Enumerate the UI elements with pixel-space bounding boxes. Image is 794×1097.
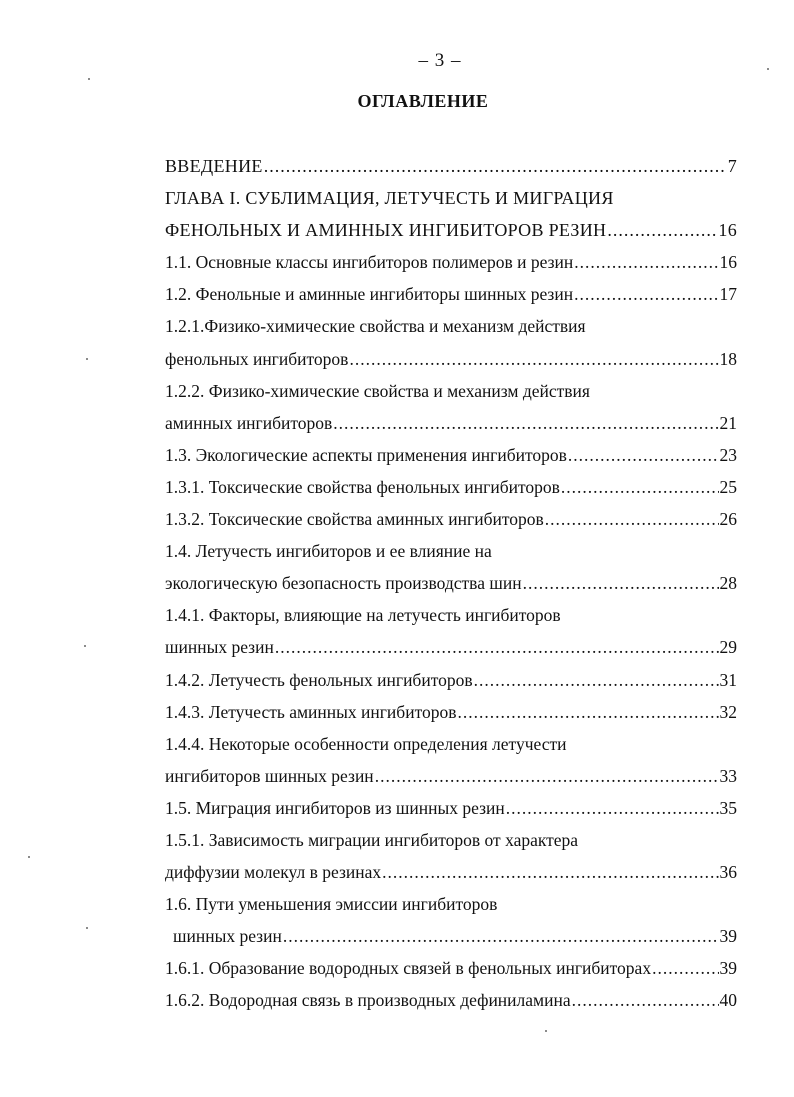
toc-entry-title: 1.3.2. Токсические свойства аминных ингибиторов bbox=[165, 509, 544, 530]
toc-entry bbox=[165, 310, 737, 342]
toc-leader-dots bbox=[568, 439, 719, 471]
toc-entry-title: 1.6. Пути уменьшения эмиссии ингибиторов bbox=[165, 894, 498, 915]
toc-entry bbox=[165, 150, 737, 182]
toc-entry-title: 1.2.1.Физико-химические свойства и механизм действия bbox=[165, 316, 586, 337]
toc-leader-dots bbox=[382, 856, 718, 888]
toc-entry bbox=[165, 278, 737, 310]
toc-entry bbox=[165, 471, 737, 503]
toc-leader-dots bbox=[574, 278, 718, 310]
table-of-contents bbox=[165, 150, 737, 1017]
toc-leader-dots bbox=[607, 214, 717, 246]
toc-leader-dots bbox=[458, 696, 719, 728]
toc-entry bbox=[165, 182, 737, 214]
toc-entry bbox=[165, 984, 737, 1016]
toc-entry-page: 21 bbox=[719, 412, 737, 433]
toc-entry bbox=[165, 535, 737, 567]
toc-entry bbox=[165, 407, 737, 439]
toc-entry bbox=[165, 214, 737, 246]
scan-speck bbox=[84, 645, 86, 647]
scan-speck bbox=[86, 927, 88, 929]
toc-entry bbox=[165, 920, 737, 952]
toc-entry-title: 1.2.2. Физико-химические свойства и механизм действия bbox=[165, 380, 590, 401]
toc-entry bbox=[165, 728, 737, 760]
toc-entry-page: 7 bbox=[727, 156, 737, 176]
toc-entry-title: ФЕНОЛЬНЫХ И АМИННЫХ ИНГИБИТОРОВ РЕЗИН bbox=[165, 220, 607, 241]
toc-entry-page: 16 bbox=[719, 252, 737, 273]
toc-leader-dots bbox=[375, 760, 719, 792]
toc-entry bbox=[165, 343, 737, 375]
page-title: ОГЛАВЛЕНИЕ bbox=[357, 91, 489, 111]
toc-entry bbox=[165, 503, 737, 535]
toc-entry-page: 16 bbox=[718, 220, 737, 241]
toc-entry-page: 39 bbox=[719, 926, 737, 947]
toc-leader-dots bbox=[545, 503, 719, 535]
toc-leader-dots bbox=[652, 952, 718, 984]
toc-entry-title: 1.3. Экологические аспекты применения ингибиторов bbox=[165, 444, 567, 465]
scan-speck bbox=[88, 78, 90, 80]
toc-entry-title: фенольных ингибиторов bbox=[165, 348, 349, 369]
toc-entry-title: 1.1. Основные классы ингибиторов полимеров и резин bbox=[165, 252, 574, 273]
toc-entry-title: ингибиторов шинных резин bbox=[165, 765, 374, 786]
toc-entry bbox=[165, 760, 737, 792]
toc-entry-title: 1.4.2. Летучесть фенольных ингибиторов bbox=[165, 669, 473, 690]
toc-entry-title: 1.5.1. Зависимость миграции ингибиторов от характера bbox=[165, 829, 579, 850]
toc-leader-dots bbox=[474, 664, 719, 696]
toc-leader-dots bbox=[349, 343, 718, 375]
toc-entry-title: 1.5. Миграция ингибиторов из шинных резин bbox=[165, 797, 505, 818]
toc-entry bbox=[165, 664, 737, 696]
toc-entry-title: диффузии молекул в резинах bbox=[165, 862, 382, 883]
toc-entry-title: 1.2. Фенольные и аминные ингибиторы шинных резин bbox=[165, 284, 574, 305]
toc-entry-title: шинных резин bbox=[165, 637, 274, 658]
toc-entry-page: 29 bbox=[719, 637, 737, 658]
scan-speck bbox=[86, 358, 88, 360]
toc-entry-page: 25 bbox=[719, 476, 737, 497]
toc-entry bbox=[165, 246, 737, 278]
toc-entry bbox=[165, 888, 737, 920]
toc-entry-title: 1.3.1. Токсические свойства фенольных ингибиторов bbox=[165, 476, 560, 497]
toc-leader-dots bbox=[574, 246, 718, 278]
toc-entry-page: 39 bbox=[719, 958, 737, 979]
toc-entry-page: 35 bbox=[719, 797, 737, 818]
toc-entry bbox=[165, 696, 737, 728]
toc-entry-page: 32 bbox=[719, 701, 737, 722]
toc-leader-dots bbox=[283, 920, 719, 952]
toc-entry bbox=[165, 439, 737, 471]
toc-entry bbox=[165, 824, 737, 856]
toc-entry-title: 1.6.2. Водородная связь в производных дефиниламина bbox=[165, 990, 571, 1011]
toc-entry-title: ВВЕДЕНИЕ bbox=[165, 156, 263, 176]
toc-leader-dots bbox=[333, 407, 718, 439]
toc-entry-page: 40 bbox=[719, 990, 737, 1011]
toc-entry bbox=[165, 792, 737, 824]
toc-leader-dots bbox=[275, 631, 719, 663]
toc-entry-page: 18 bbox=[719, 348, 737, 369]
toc-leader-dots bbox=[264, 150, 727, 182]
scan-speck bbox=[767, 68, 769, 70]
page-number: – 3 – bbox=[418, 50, 462, 71]
toc-entry-title: 1.4.3. Летучесть аминных ингибиторов bbox=[165, 701, 457, 722]
toc-leader-dots bbox=[506, 792, 719, 824]
toc-entry-page: 17 bbox=[719, 284, 737, 305]
toc-entry-page: 31 bbox=[719, 669, 737, 690]
scan-speck bbox=[28, 856, 30, 858]
toc-entry bbox=[165, 631, 737, 663]
toc-entry-page: 33 bbox=[719, 765, 737, 786]
toc-entry-page: 28 bbox=[719, 573, 737, 594]
toc-entry bbox=[165, 567, 737, 599]
toc-entry-title: ГЛАВА I. СУБЛИМАЦИЯ, ЛЕТУЧЕСТЬ И МИГРАЦИЯ bbox=[165, 188, 614, 209]
toc-entry-title: 1.6.1. Образование водородных связей в фенольных ингибиторах bbox=[165, 958, 652, 979]
toc-entry-title: 1.4.1. Факторы, влияющие на летучесть ингибиторов bbox=[165, 605, 561, 626]
toc-entry-title: 1.4. Летучесть ингибиторов и ее влияние на bbox=[165, 541, 492, 562]
toc-entry-title: экологическую безопасность производства шин bbox=[165, 573, 522, 594]
toc-entry bbox=[165, 599, 737, 631]
toc-leader-dots bbox=[523, 567, 719, 599]
scan-speck bbox=[545, 1030, 547, 1032]
toc-entry-page: 23 bbox=[719, 444, 737, 465]
toc-leader-dots bbox=[572, 984, 719, 1016]
toc-entry bbox=[165, 375, 737, 407]
toc-entry-page: 26 bbox=[719, 509, 737, 530]
toc-entry bbox=[165, 856, 737, 888]
toc-entry-title: аминных ингибиторов bbox=[165, 412, 333, 433]
toc-leader-dots bbox=[561, 471, 719, 503]
toc-entry-title: 1.4.4. Некоторые особенности определения летучести bbox=[165, 733, 567, 754]
toc-entry bbox=[165, 952, 737, 984]
toc-entry-page: 36 bbox=[719, 862, 737, 883]
toc-entry-title: шинных резин bbox=[173, 926, 282, 947]
